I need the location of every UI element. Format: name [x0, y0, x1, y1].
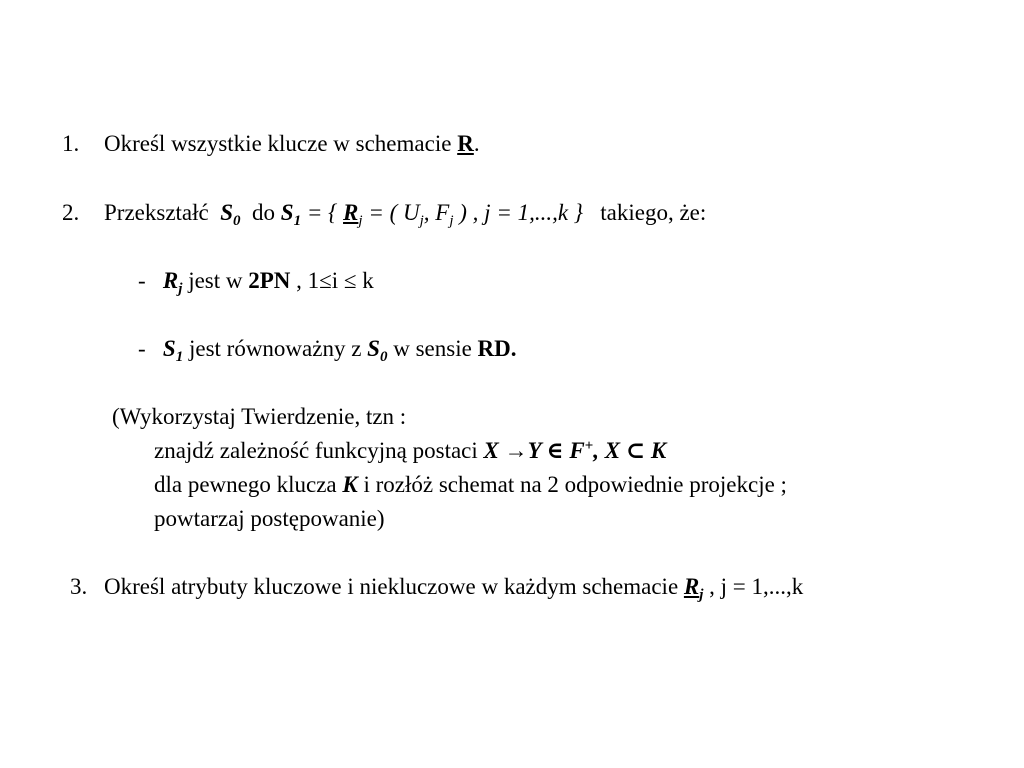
item-2-rj: R: [343, 200, 359, 225]
bullet-1-rj: $R_j$: [162, 268, 183, 297]
hint-line-4: powtarzaj postępowanie): [154, 506, 385, 531]
hint-line-2-text: znajdź zależność funkcyjną postaci: [154, 438, 484, 463]
hint-line-3-a: dla pewnego klucza: [154, 472, 343, 497]
bullet-2-text2: w sensie: [387, 336, 478, 361]
item-2-trailing: takiego, że:: [600, 200, 707, 225]
hint-line-3-b: i rozłóż schemat na 2 odpowiednie projekcje ;: [357, 472, 787, 497]
bullet-1: [138, 267, 374, 295]
hint-line-3: [154, 471, 787, 499]
bullet-1-text1: jest w: [182, 268, 249, 293]
item-3-rj: R: [683, 574, 700, 599]
item-1-text: Określ wszystkie klucze w schemacie: [104, 131, 458, 156]
item-2-eq-mid: = ( $U_j$, $F_j$ ) , j = 1,...,k }: [362, 200, 583, 229]
item-2-rj-sub: j: [358, 213, 363, 229]
item-3-number: 3.: [70, 574, 88, 599]
item-1-end: .: [473, 131, 480, 156]
item-3-rj-sub: j: [699, 587, 704, 603]
bullet-1-2pn: 2PN: [248, 268, 291, 293]
item-2-lead: Przekształć: [104, 200, 209, 225]
hint-line-1: (Wykorzystaj Twierdzenie, tzn :: [112, 404, 407, 429]
item-2-s0: $S_0$: [220, 200, 241, 229]
item-2-s1: $S_1$: [280, 200, 302, 229]
hint-line-2: [154, 437, 666, 465]
bullet-2-s1: $S_1$: [162, 336, 184, 365]
item-1-number: 1.: [62, 131, 80, 156]
item-2-eq-open: = {: [301, 200, 344, 225]
bullet-2-text1: jest równoważny z: [183, 336, 368, 361]
bullet-1-dash: -: [138, 268, 146, 293]
item-2-do: do: [252, 200, 276, 225]
item-1-relation-r: R: [457, 131, 474, 156]
bullet-2: [138, 335, 517, 363]
hint-line-3-k: K: [342, 472, 358, 497]
bullet-2-dash: -: [138, 336, 146, 361]
bullet-1-text2: , 1≤i ≤ k: [290, 268, 374, 293]
bullet-2-s0: $S_0$: [367, 336, 388, 365]
bullet-2-rd: RD.: [477, 336, 517, 361]
item-3: [70, 573, 803, 601]
item-2: [62, 199, 706, 227]
item-2-number: 2.: [62, 200, 80, 225]
hint-line-2-math: X →Y ∈ F+, X ⊂ K: [483, 438, 667, 463]
item-3-tail: , j = 1,...,k: [703, 574, 804, 599]
item-3-text: Określ atrybuty kluczowe i niekluczowe w każdym schemacie: [104, 574, 684, 599]
item-1: [62, 130, 480, 158]
